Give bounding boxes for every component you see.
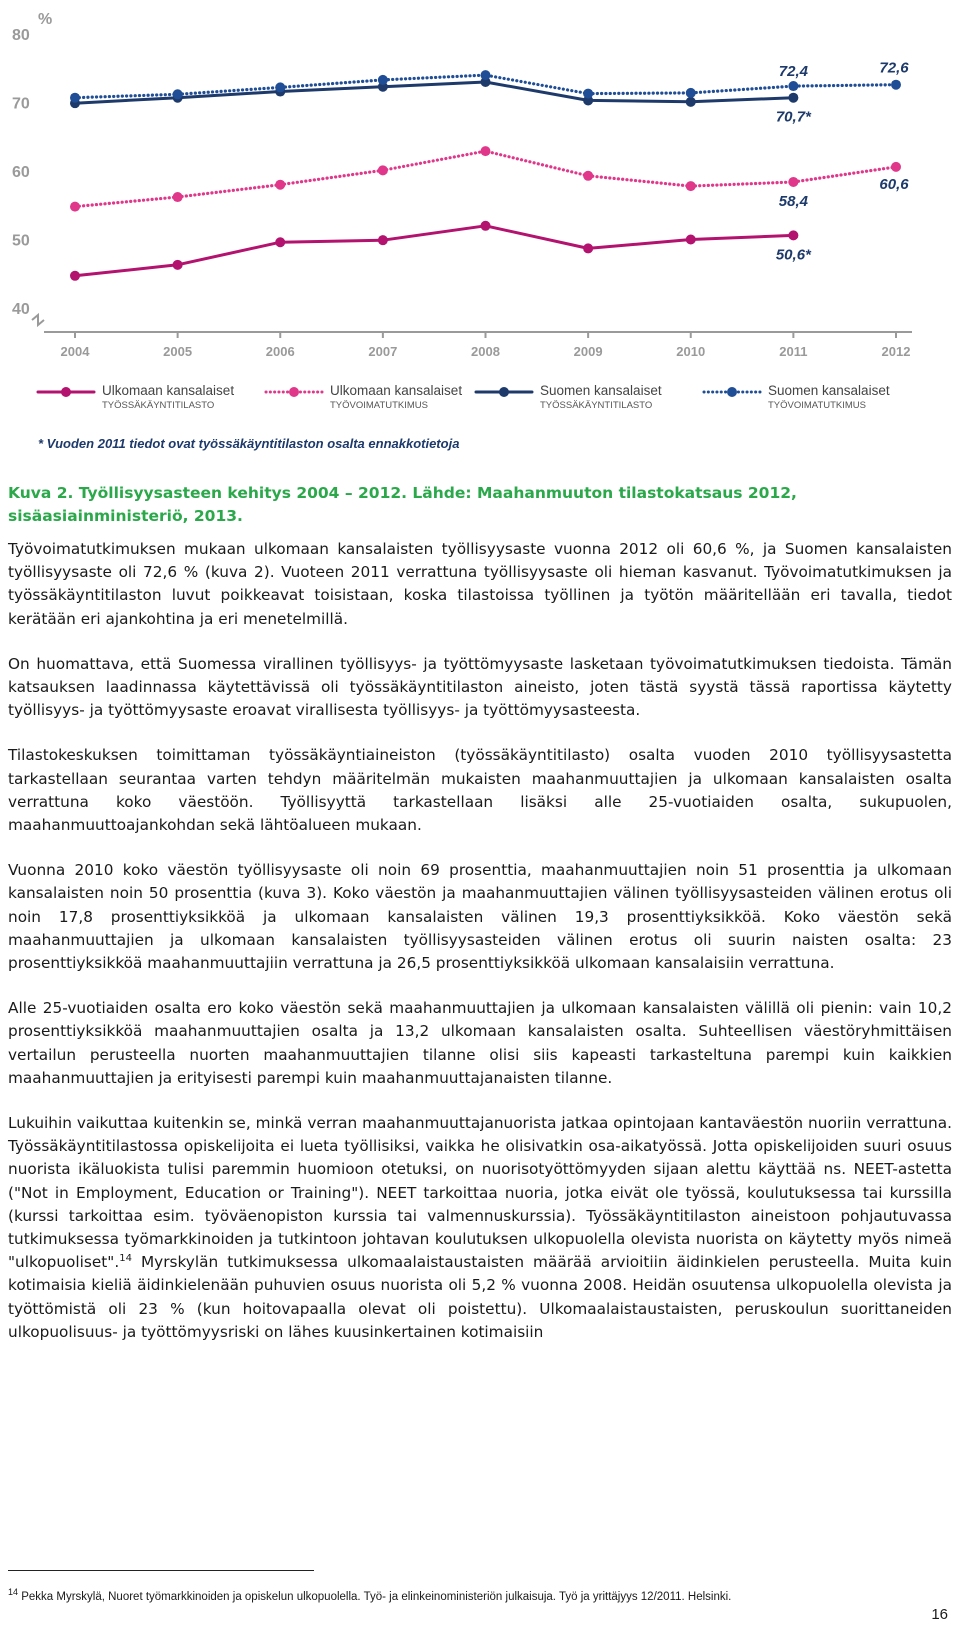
data-point (788, 177, 798, 187)
data-point (275, 237, 285, 247)
chart-footnote: * Vuoden 2011 tiedot ovat työssäkäyntitilaston osalta ennakkotietoja (38, 436, 460, 451)
footnote-text: Pekka Myrskylä, Nuoret työmarkkinoiden ja opiskelun ulkopuolella. Työ- ja elinkeinoministeriön julkaisuja. Työ ja yrittäjyys 12/2011. Helsinki. (18, 1590, 732, 1603)
data-point (70, 93, 80, 103)
data-point (686, 235, 696, 245)
y-axis (12, 27, 30, 318)
data-point (70, 202, 80, 212)
x-tick-label: 2012 (881, 344, 911, 359)
paragraph: Vuonna 2010 koko väestön työllisyysaste oli noin 69 prosenttia, maahanmuuttajien noin 51 prosenttia ja ulkomaan kansalaisten noin 50 prosenttia (kuva 3). Koko väestön ja maahanmuuttajien välinen työllisyysasteiden välinen erotus oli noin 17,8 prosenttiyksikköä ja ulkomaan kansalaisten välinen 19,3 prosenttiyksikköä. Koko väestön sekä maahanmuuttajien ja ulkomaan kansalaisten työllisyysasteiden välinen erotus oli suurin naisten osalta: 23 prosenttiyksikköä maahanmuuttajiin verrattuna ja 26,5 prosenttiyksikköä ulkomaan kansalaisiin verrattuna. (8, 861, 952, 973)
data-point (378, 75, 388, 85)
legend-marker (499, 387, 509, 397)
x-tick-label: 2009 (573, 344, 603, 359)
paragraph: Alle 25-vuotiaiden osalta ero koko väestön sekä maahanmuuttajien ja ulkomaan kansalaisten välillä oli pienin: vain 10,2 prosenttiyksikköä maahanmuuttajien osalta ja 13,2 ulkomaan kansalaisten osalta. Suhteellisen väestöryhmittäisen vertailun perusteella nuorten maahanmuuttajien tilanne olisi siis kapeasti tarkasteltuna parempi kuin kaikkien maahanmuuttajien ja erityisesti parempi kuin maahanmuuttajanaisten tilanne. (8, 999, 952, 1087)
data-point (583, 243, 593, 253)
paragraph-text: Myrskylän tutkimuksessa ulkomaalaistaustaisten määrää arvioitiin äidinkielen perusteella. Muita kuin kotimaisia kieliä äidinkielenään puhuvien osuus nuorista oli 5,2 % vuonna 2008. Heidän osuutensa ulkopuolella olevista ja työttömistä oli 23 % (kun hoitovapaalla olevat oli poistettu). Ulkomaalaistaustaisten, peruskoulun suorittaneiden ulkopuolisuus- ja työttömyysriski on lähes kuusinkertainen kotimaisiin (8, 1253, 952, 1341)
data-label: 70,7* (775, 108, 811, 126)
x-tick-label: 2007 (368, 344, 398, 359)
data-label: 60,6 (879, 175, 909, 193)
page-number: 16 (931, 1606, 948, 1623)
footnote-reference[interactable]: 14 (119, 1253, 132, 1265)
data-point (583, 89, 593, 99)
legend-label: Ulkomaan kansalaiset (330, 383, 463, 398)
paragraph-text: Lukuihin vaikuttaa kuitenkin se, minkä verran maahanmuuttajanuorista jatkaa opintojaan kantaväestön nuoriin verrattuna. Työssäkäyntitilastossa opiskelijoita ei lueta työllisiksi, vaikka he olisivatkin osa-aikatyössä. Jotta opiskelijoiden suuri osuus nuorista ikäluokista tulisi paremmin huomioon otetuksi, on nuorisotyöttömyyden sijaan alettu käyttää ns. NEET-astetta ("Not in Employment, Education or Training"). NEET tarkoittaa nuoria, jotka eivät ole työssä, koulutuksessa tai kurssilla (kurssi tarkoittaa esim. työväenopiston kurssia tai valmennuskurssia). Työssäkäyntitilaston aineistoon pohjautuvassa tutkimuksessa työmarkkinoiden ja tutkintoon johtavan koulutuksen ulkopuolella olevista nuorista on käytetty myös nimeä "ulkopuoliset". (8, 1114, 952, 1272)
footnote-number: 14 (8, 1587, 19, 1597)
body-text (8, 538, 952, 1366)
data-point (583, 171, 593, 181)
data-point (686, 181, 696, 191)
data-point (788, 230, 798, 240)
data-point (891, 80, 901, 90)
y-axis-unit-label: % (38, 11, 53, 28)
legend-sublabel: TYÖSSÄKÄYNTITILASTO (540, 400, 653, 411)
figure-caption: Kuva 2. Työllisyysasteen kehitys 2004 – 2012. Lähde: Maahanmuuton tilastokatsaus 2012, sisäasiainministeriö, 2013. (8, 484, 797, 525)
data-point (173, 192, 183, 202)
axis-break-icon (32, 315, 44, 325)
data-label: 72,6 (879, 59, 909, 77)
y-tick-label: 60 (12, 164, 30, 181)
x-tick-label: 2011 (779, 344, 808, 359)
data-point (173, 260, 183, 270)
legend (38, 383, 890, 411)
y-tick-label: 50 (12, 232, 30, 250)
x-tick-label: 2004 (60, 344, 90, 359)
legend-marker (61, 387, 71, 397)
legend-sublabel: TYÖVOIMATUTKIMUS (768, 400, 866, 411)
data-point (788, 81, 798, 91)
paragraph: On huomattava, että Suomessa virallinen työllisyys- ja työttömyysaste lasketaan työvoimatutkimuksen tiedoista. Tämän katsauksen laadinnassa käytettävissä oli työssäkäyntitilaston aineisto, joten tästä syystä tässä raportissa käytetty työllisyys- ja työttömyysaste eroavat virallisesta työllisyys- ja työttömyysasteesta. (8, 654, 952, 720)
data-point (686, 88, 696, 98)
data-point (481, 221, 491, 231)
legend-label: Ulkomaan kansalaiset (102, 383, 235, 398)
legend-label: Suomen kansalaiset (540, 383, 662, 398)
y-tick-label: 70 (12, 95, 30, 113)
data-point (173, 89, 183, 99)
footnote-separator (8, 1570, 314, 1571)
y-tick-label: 40 (12, 301, 30, 318)
x-axis (32, 315, 912, 359)
data-point (891, 162, 901, 172)
data-point (275, 82, 285, 92)
legend-sublabel: TYÖSSÄKÄYNTITILASTO (102, 400, 215, 411)
y-tick-label: 80 (12, 27, 30, 44)
data-point (481, 70, 491, 80)
x-tick-label: 2010 (676, 344, 706, 359)
data-label: 58,4 (778, 192, 808, 210)
footnote (8, 1585, 952, 1605)
data-point (481, 146, 491, 156)
data-point (788, 93, 798, 103)
data-point (378, 235, 388, 245)
data-point (275, 180, 285, 190)
legend-label: Suomen kansalaiset (768, 383, 890, 398)
legend-sublabel: TYÖVOIMATUTKIMUS (330, 400, 428, 411)
data-label: 72,4 (778, 63, 808, 81)
data-point (686, 97, 696, 107)
x-tick-label: 2006 (265, 344, 295, 359)
legend-marker (289, 387, 299, 397)
series-line (75, 151, 896, 207)
paragraph (8, 1112, 952, 1344)
data-point (70, 271, 80, 281)
employment-rate-chart (0, 0, 960, 470)
data-point (378, 165, 388, 175)
series-line (75, 226, 793, 276)
paragraph: Tilastokeskuksen toimittaman työssäkäyntiaineiston (työssäkäyntitilasto) osalta vuoden 2010 työllisyysastetta tarkastellaan seurantaa varten tehdyn määritelmän mukaisten maahanmuuttajien ja ulkomaan kansalaisten osalta verrattuna koko väestöön. Työllisyyttä tarkastellaan lisäksi alle 25-vuotiaiden osalta, sukupuolen, maahanmuuttoajankohdan sekä lähtöalueen mukaan. (8, 746, 952, 835)
paragraph: Työvoimatutkimuksen mukaan ulkomaan kansalaisten työllisyysaste vuonna 2012 oli 60,6 %, ja Suomen kansalaisten työllisyysaste oli 72,6 % (kuva 2). Vuoteen 2011 verrattuna työllisyysaste oli hieman kasvanut. Työvoimatutkimuksen ja työssäkäyntitilaston luvut poikkeavat toisistaan, koska tilastoissa työllinen ja työtön määritellään eri tavalla, tiedot kerätään eri ajankohtina ja eri menetelmillä. (8, 540, 952, 628)
legend-marker (727, 387, 737, 397)
x-tick-label: 2005 (163, 344, 193, 359)
x-tick-label: 2008 (471, 344, 500, 359)
data-label: 50,6* (775, 246, 811, 264)
